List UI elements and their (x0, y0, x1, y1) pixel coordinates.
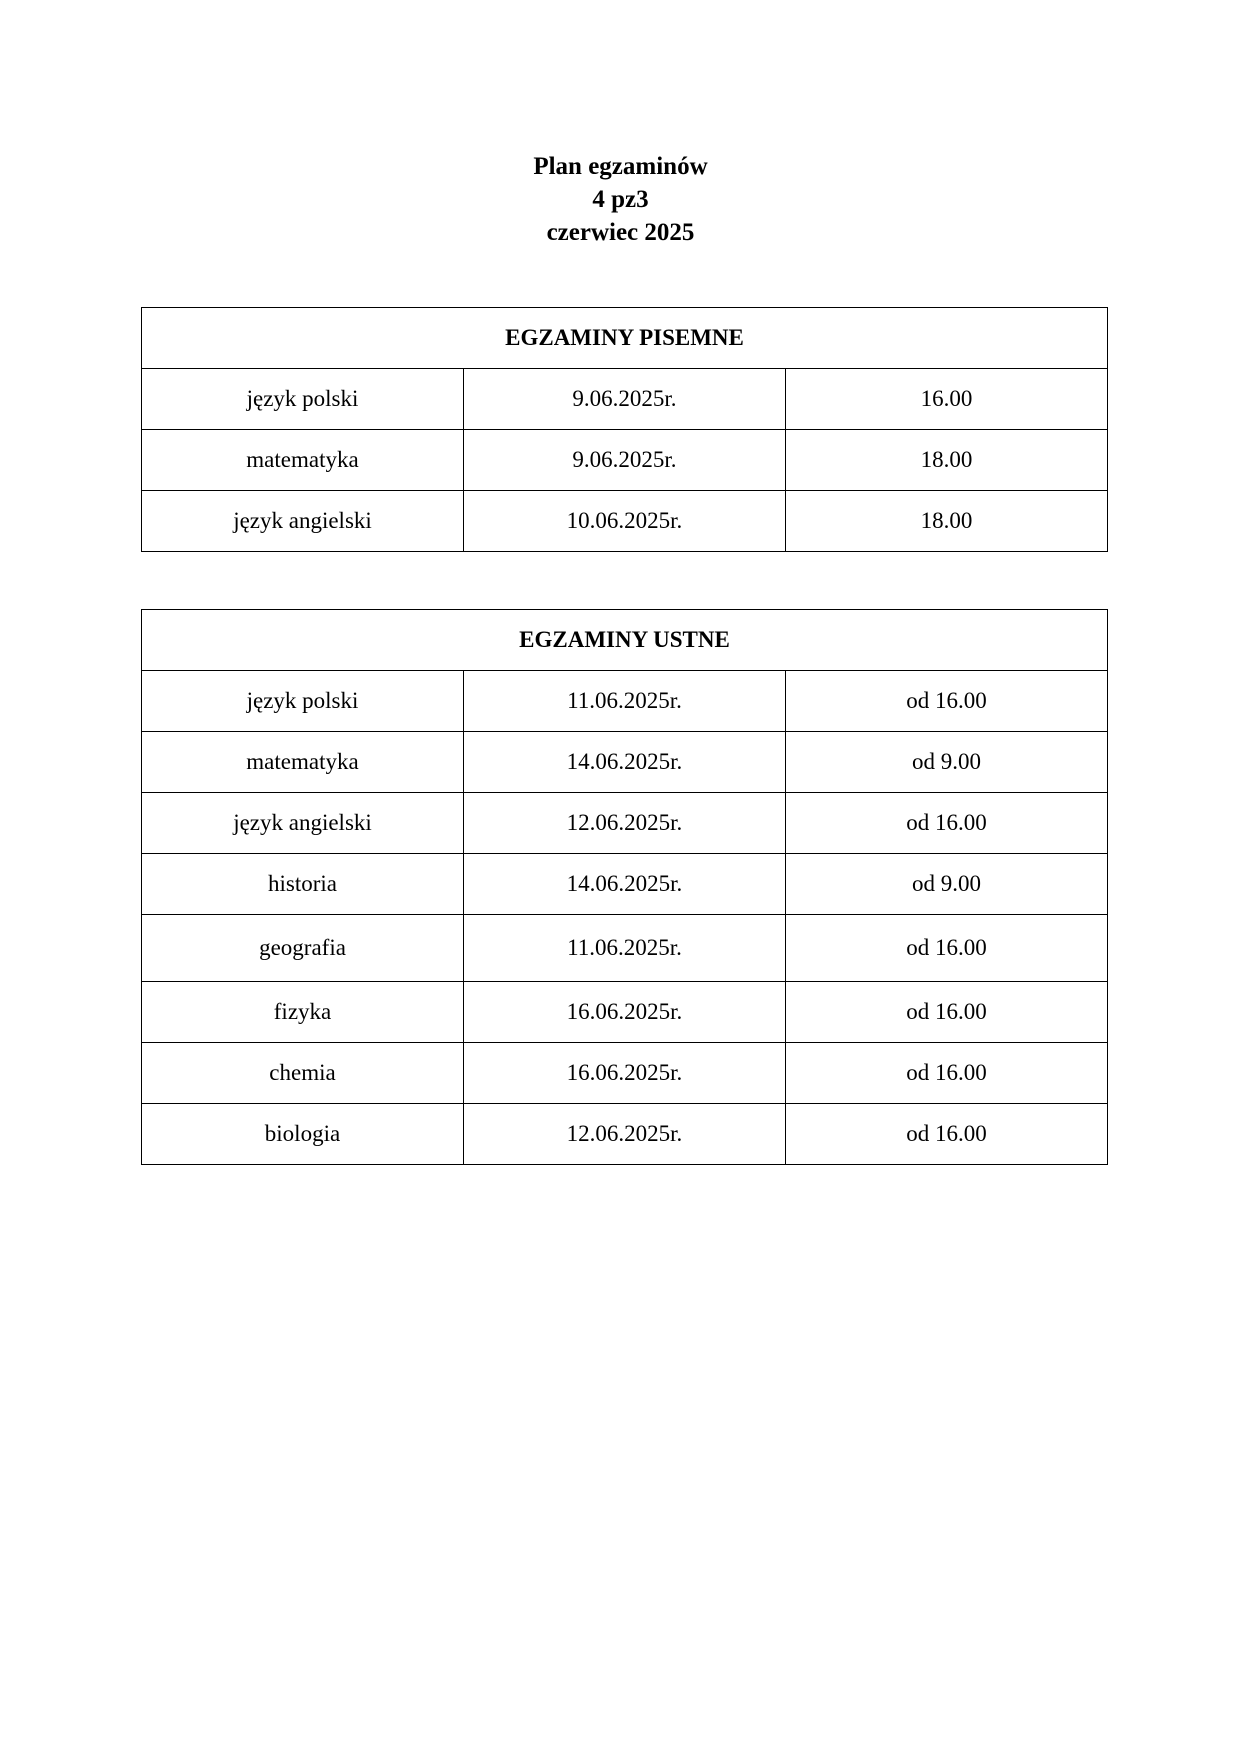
table-row (142, 1104, 1108, 1165)
subject-cell: historia (142, 854, 464, 915)
title-line-1: Plan egzaminów (533, 153, 708, 180)
subject-cell: geografia (142, 915, 464, 982)
time-cell: od 16.00 (786, 1104, 1108, 1165)
subject-cell: biologia (142, 1104, 464, 1165)
date-cell: 14.06.2025r. (464, 854, 786, 915)
date-cell: 16.06.2025r. (464, 982, 786, 1043)
table-row (142, 793, 1108, 854)
title-line-2: 4 pz3 (592, 186, 649, 213)
table-row (142, 430, 1108, 491)
time-cell: 18.00 (786, 430, 1108, 491)
document-title (0, 150, 1241, 249)
date-cell: 12.06.2025r. (464, 1104, 786, 1165)
time-cell: od 16.00 (786, 915, 1108, 982)
time-cell: od 16.00 (786, 1043, 1108, 1104)
date-cell: 9.06.2025r. (464, 369, 786, 430)
table-row (142, 1043, 1108, 1104)
oral-exams-table (141, 609, 1108, 1165)
subject-cell: język polski (142, 671, 464, 732)
time-cell: od 16.00 (786, 982, 1108, 1043)
subject-cell: fizyka (142, 982, 464, 1043)
subject-cell: matematyka (142, 430, 464, 491)
subject-cell: chemia (142, 1043, 464, 1104)
table-row (142, 854, 1108, 915)
table-row (142, 491, 1108, 552)
time-cell: 18.00 (786, 491, 1108, 552)
table-row (142, 369, 1108, 430)
subject-cell: matematyka (142, 732, 464, 793)
written-exams-table (141, 307, 1108, 552)
date-cell: 11.06.2025r. (464, 671, 786, 732)
title-line-3: czerwiec 2025 (546, 219, 695, 246)
time-cell: od 16.00 (786, 793, 1108, 854)
date-cell: 10.06.2025r. (464, 491, 786, 552)
oral-exams-heading: EGZAMINY USTNE (142, 610, 1108, 671)
date-cell: 9.06.2025r. (464, 430, 786, 491)
date-cell: 12.06.2025r. (464, 793, 786, 854)
subject-cell: język polski (142, 369, 464, 430)
time-cell: od 16.00 (786, 671, 1108, 732)
time-cell: 16.00 (786, 369, 1108, 430)
subject-cell: język angielski (142, 491, 464, 552)
table-row (142, 732, 1108, 793)
subject-cell: język angielski (142, 793, 464, 854)
date-cell: 16.06.2025r. (464, 1043, 786, 1104)
written-exams-heading: EGZAMINY PISEMNE (142, 308, 1108, 369)
time-cell: od 9.00 (786, 854, 1108, 915)
date-cell: 14.06.2025r. (464, 732, 786, 793)
table-row (142, 671, 1108, 732)
date-cell: 11.06.2025r. (464, 915, 786, 982)
time-cell: od 9.00 (786, 732, 1108, 793)
table-row (142, 915, 1108, 982)
table-row (142, 982, 1108, 1043)
